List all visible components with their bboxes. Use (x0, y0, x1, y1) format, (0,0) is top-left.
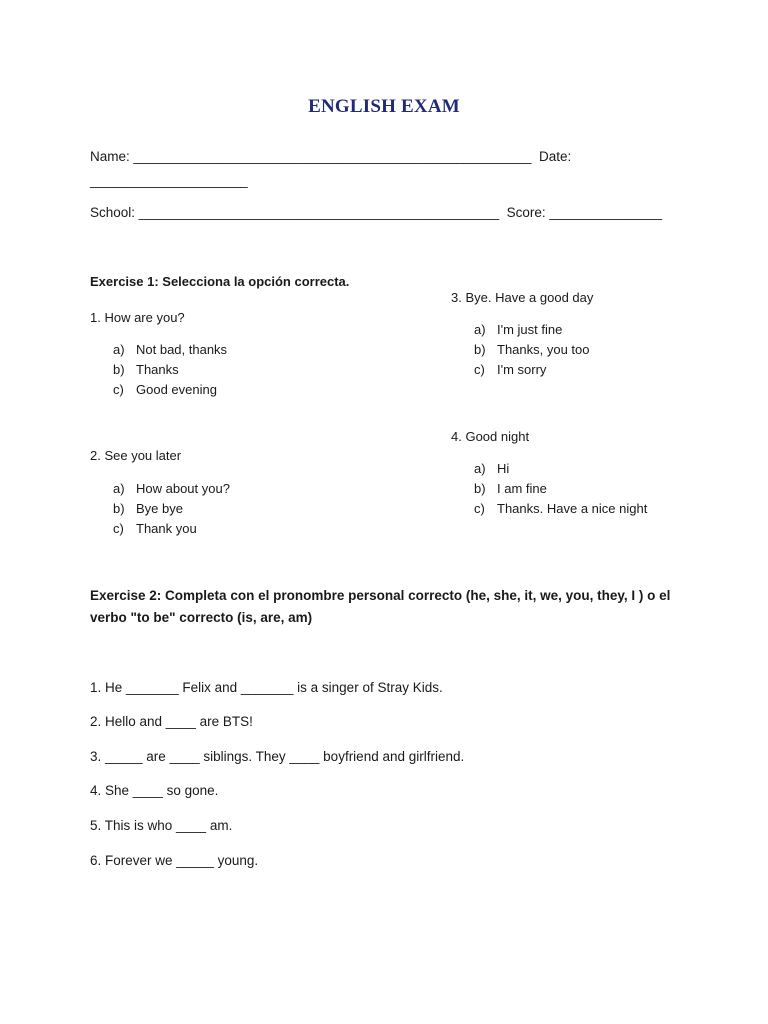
option-letter: c) (113, 382, 124, 397)
question-2-option-c (113, 519, 230, 539)
exercise1-heading: Exercise 1: Selecciona la opción correcta. (90, 274, 350, 289)
question-3-prompt: 3. Bye. Have a good day (451, 290, 594, 305)
option-text: Not bad, thanks (136, 342, 228, 357)
option-letter: c) (474, 501, 485, 516)
question-3-option-c (474, 360, 590, 380)
exercise2-item-1: 1. He _______ Felix and _______ is a singer of Stray Kids. (90, 680, 443, 695)
option-letter: c) (113, 521, 124, 536)
option-letter: b) (474, 342, 486, 357)
question-1-option-a (113, 340, 227, 360)
question-2-prompt: 2. See you later (90, 448, 182, 463)
exercise2-item-4: 4. She ____ so gone. (90, 783, 219, 798)
option-letter: b) (113, 501, 125, 516)
question-2-options (113, 479, 230, 539)
option-text: How about you? (136, 481, 230, 496)
option-letter: a) (113, 481, 125, 496)
date-blank-line: _____________________ (90, 173, 248, 188)
question-1-prompt: 1. How are you? (90, 310, 185, 325)
option-text: Thank you (136, 521, 197, 536)
exam-title: ENGLISH EXAM (308, 96, 460, 117)
exercise2-item-6: 6. Forever we _____ young. (90, 853, 259, 868)
option-text: Bye bye (136, 501, 183, 516)
question-1-option-b (113, 360, 227, 380)
question-3-options (474, 320, 590, 380)
question-1-options (113, 340, 227, 400)
option-text: I am fine (497, 481, 547, 496)
option-letter: a) (113, 342, 125, 357)
option-letter: a) (474, 461, 486, 476)
question-3-option-b (474, 340, 590, 360)
question-4-prompt: 4. Good night (451, 429, 530, 444)
option-text: Good evening (136, 382, 217, 397)
question-4-option-c (474, 499, 647, 519)
option-text: I'm sorry (497, 362, 547, 377)
option-text: I'm just fine (497, 322, 563, 337)
question-1-option-c (113, 380, 227, 400)
exercise2-item-2: 2. Hello and ____ are BTS! (90, 714, 253, 729)
option-letter: b) (474, 481, 486, 496)
option-letter: b) (113, 362, 125, 377)
question-3-option-a (474, 320, 590, 340)
option-text: Hi (497, 461, 510, 476)
question-4-options (474, 459, 647, 519)
option-text: Thanks (136, 362, 179, 377)
option-text: Thanks, you too (497, 342, 590, 357)
name-date-line: Name: _____________________________________________________ Date: (90, 149, 572, 164)
option-letter: a) (474, 322, 486, 337)
exercise2-item-5: 5. This is who ____ am. (90, 818, 233, 833)
question-4-option-b (474, 479, 647, 499)
exercise2-heading: Exercise 2: Completa con el pronombre personal correcto (he, she, it, we, you, they, I ) o el verbo "to be" correcto (is, are, am) (90, 588, 671, 625)
question-2-option-a (113, 479, 230, 499)
school-score-line: School: ________________________________________________ Score: _______________ (90, 205, 663, 220)
option-text: Thanks. Have a nice night (497, 501, 648, 516)
question-2-option-b (113, 499, 230, 519)
option-letter: c) (474, 362, 485, 377)
exercise2-item-3: 3. _____ are ____ siblings. They ____ boyfriend and girlfriend. (90, 749, 465, 764)
question-4-option-a (474, 459, 647, 479)
